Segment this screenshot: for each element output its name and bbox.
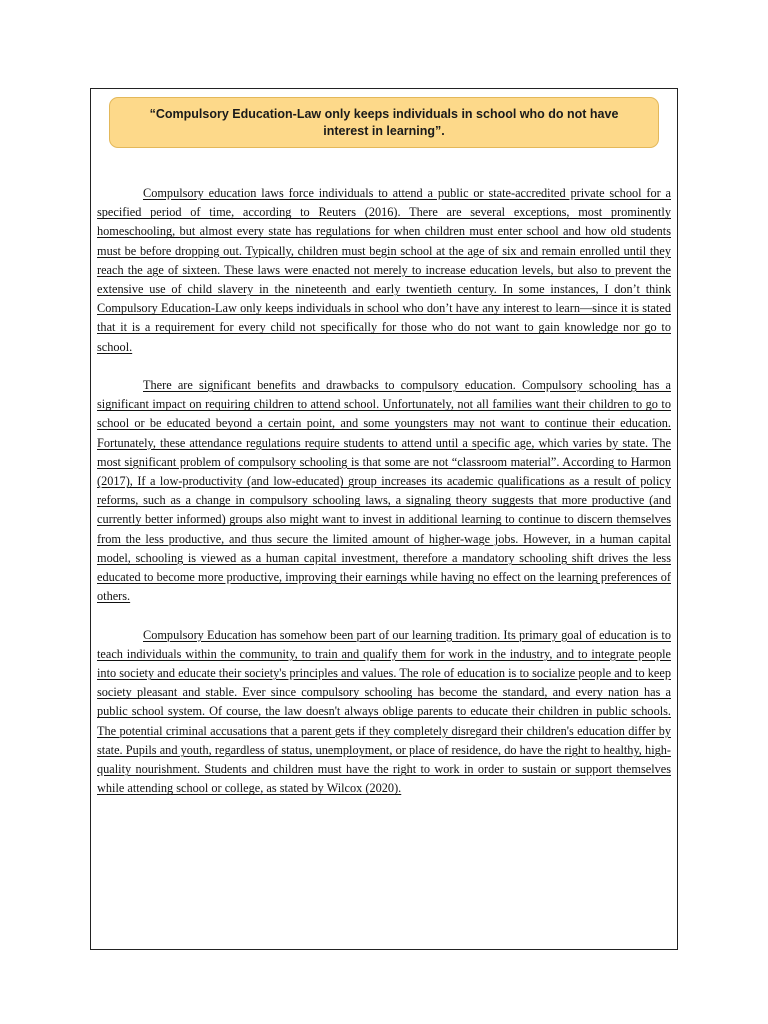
paragraph-2: There are significant benefits and drawbacks to compulsory education. Compulsory schooling has a significant impact on requiring children to attend school. Unfortunately, not all families want their children to go to school or be educated beyond a certain point, and some youngsters may not want to continue their education. Fortunately, these attendance regulations require students to attend until a specific age, which varies by state. The most significant problem of compulsory schooling is that some are not “classroom material”. According to Harmon (2017), If a low-productivity (and low-educated) group increases its academic qualifications as a result of policy reforms, such as a change in compulsory schooling laws, a signaling theory suggests that more productive (and currently better informed) groups also might want to invest in additional learning to continue to discern themselves from the less productive, and thus secure the limited amount of higher-wage jobs. However, in a human capital model, schooling is viewed as a human capital investment, therefore a mandatory schooling shift drives the less educated to become more productive, improving their earnings while having no effect on the learning preferences of others. [97,378,671,604]
title-box [109,97,659,148]
paragraph-3: Compulsory Education has somehow been part of our learning tradition. Its primary goal of education is to teach individuals within the community, to train and qualify them for work in the industry, and to integrate people into society and educate their society's principles and values. The role of education is to socialize people and to keep society pleasant and stable. Ever since compulsory schooling has become the standard, and every nation has a public school system. Of course, the law doesn't always oblige parents to educate their children in public schools. The potential criminal accusations that a parent gets if they completely disregard their children's education differ by state. Pupils and youth, regardless of status, unemployment, or place of residence, do have the right to healthy, high-quality nourishment. Students and children must have the right to work in order to sustain or support themselves while attending school or college, as stated by Wilcox (2020). [97,627,671,796]
paragraph-1: Compulsory education laws force individuals to attend a public or state-accredited private school for a specified period of time, according to Reuters (2016). There are several exceptions, most prominently homeschooling, but almost every state has regulations for when children must enter school and how old students must be before dropping out. Typically, children must begin school at the age of six and remain enrolled until they reach the age of sixteen. These laws were enacted not merely to increase education levels, but also to prevent the extensive use of child slavery in the nineteenth and early twentieth century. In some instances, I don’t think Compulsory Education-Law only keeps individuals in school who don’t have any interest to learn—since it is stated that it is a requirement for every child not specifically for those who do not want to gain knowledge nor go to school. [97,186,671,354]
document-title: “Compulsory Education-Law only keeps individuals in school who do not have interest in learning”. [149,106,619,138]
document-body [97,184,671,818]
